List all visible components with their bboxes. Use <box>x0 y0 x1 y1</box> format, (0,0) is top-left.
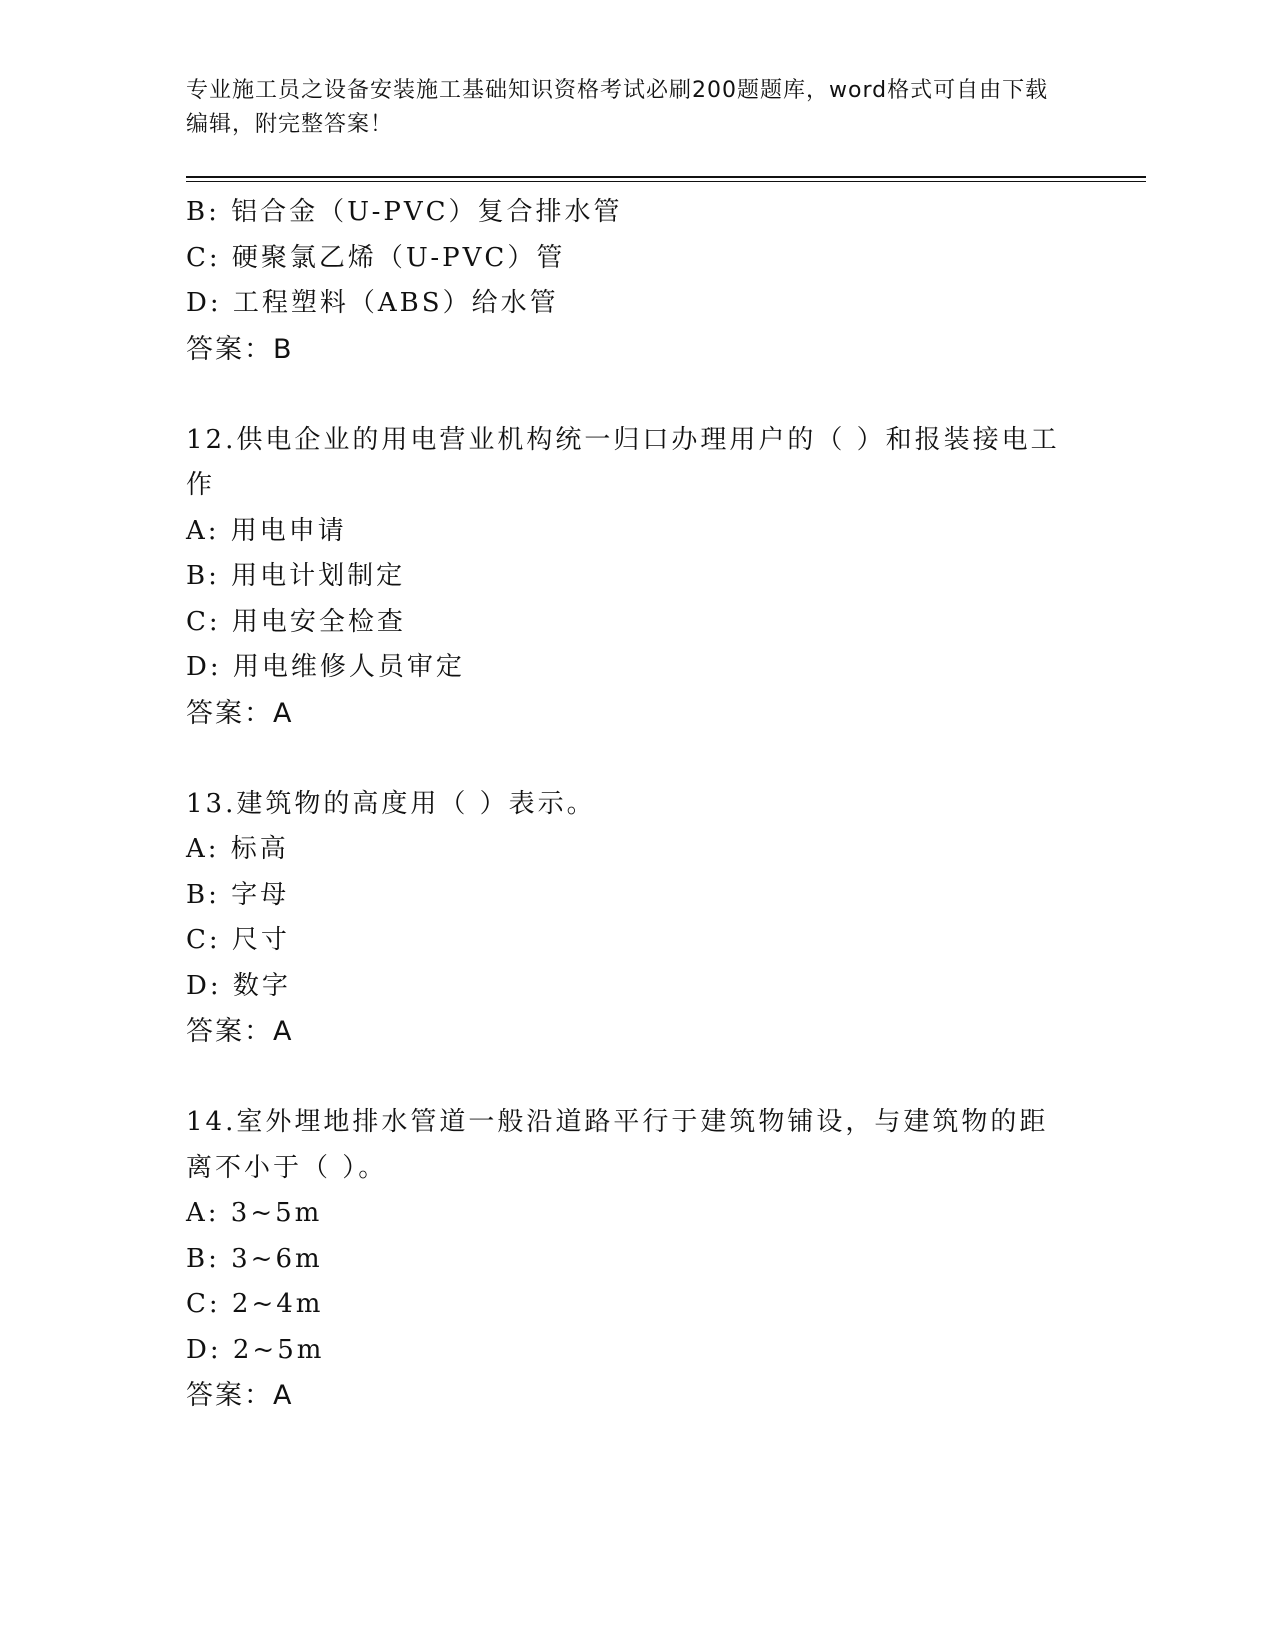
option-a: A: 用电申请 <box>186 515 347 546</box>
header-divider <box>186 176 1146 182</box>
answer-line: 答案：B <box>186 333 294 365</box>
option-b: B: 3~6m <box>186 1243 323 1274</box>
answer-line: 答案：A <box>186 1016 294 1047</box>
question-text: 12.供电企业的用电营业机构统一归口办理用户的（ ）和报装接电工作 <box>186 424 1060 500</box>
partial-question <box>186 190 1086 372</box>
question-13 <box>186 782 1086 1055</box>
question-text: 14.室外埋地排水管道一般沿道路平行于建筑物铺设，与建筑物的距离不小于（ ）。 <box>186 1107 1049 1183</box>
answer-line: 答案：A <box>186 1380 294 1411</box>
spacer <box>186 736 1086 782</box>
option-d: D: 用电维修人员审定 <box>186 652 465 682</box>
option-a: A: 3~5m <box>186 1198 323 1228</box>
document-body <box>186 190 1086 1419</box>
option-d: D: 数字 <box>186 970 291 1001</box>
option-a: A: 标高 <box>186 834 289 864</box>
option-b: B: 字母 <box>186 879 290 910</box>
question-text: 13.建筑物的高度用（ ）表示。 <box>186 788 596 819</box>
spacer <box>186 1055 1086 1101</box>
document-header: 专业施工员之设备安装施工基础知识资格考试必刷200题题库，word格式可自由下载编辑，附完整答案！ <box>186 78 1049 137</box>
question-14 <box>186 1100 1086 1419</box>
option-c: C: 用电安全检查 <box>186 606 406 637</box>
option-c: C: 硬聚氯乙烯（U-PVC）管 <box>186 242 566 273</box>
option-b: B: 用电计划制定 <box>186 561 406 591</box>
option-c: C: 2~4m <box>186 1289 324 1319</box>
option-b: B: 铝合金（U-PVC）复合排水管 <box>186 197 623 227</box>
option-c: C: 尺寸 <box>186 925 290 955</box>
option-d: D: 工程塑料（ABS）给水管 <box>186 288 559 318</box>
answer-line: 答案：A <box>186 697 294 729</box>
option-d: D: 2~5m <box>186 1334 325 1365</box>
question-12 <box>186 418 1086 737</box>
spacer <box>186 372 1086 418</box>
